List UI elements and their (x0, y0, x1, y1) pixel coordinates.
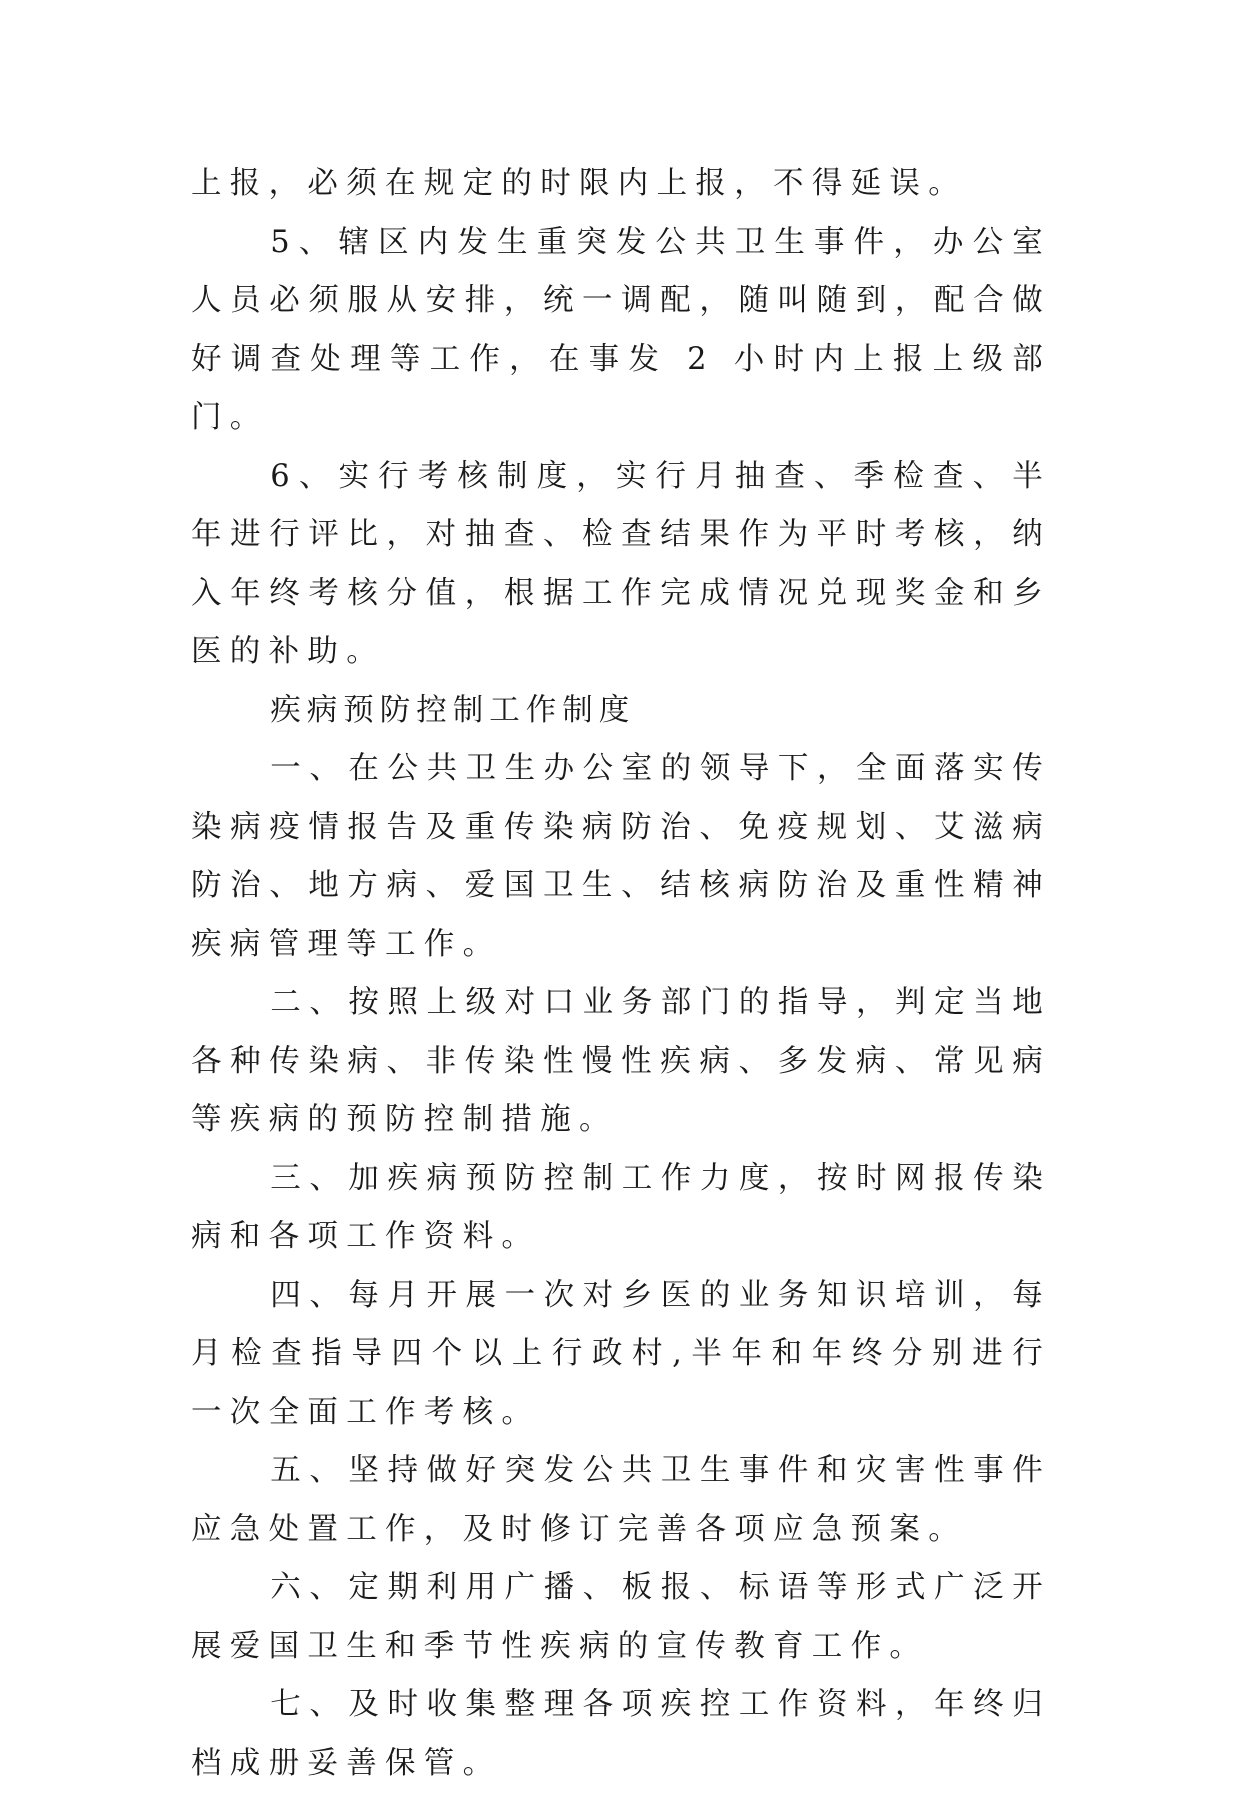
paragraph-item-2: 二、按照上级对口业务部门的指导，判定当地各种传染病、非传染性慢性疾病、多发病、常见病等疾病的预防控制措施。 (191, 985, 1051, 1137)
paragraph-item-3: 三、加疾病预防控制工作力度，按时网报传染病和各项工作资料。 (191, 1160, 1051, 1254)
paragraph-item-5b: 五、坚持做好突发公共卫生事件和灾害性事件应急处置工作，及时修订完善各项应急预案。 (191, 1453, 1051, 1547)
paragraph-item-5: 5、辖区内发生重突发公共卫生事件，办公室人员必须服从安排，统一调配，随叫随到，配合做好调查处理等工作，在事发 2 小时内上报上级部门。 (191, 224, 1051, 435)
paragraph-item-6: 6、实行考核制度，实行月抽查、季检查、半年进行评比，对抽查、检查结果作为平时考核，纳入年终考核分值，根据工作完成情况兑现奖金和乡医的补助。 (191, 458, 1051, 669)
paragraph-continuation: 上报，必须在规定的时限内上报，不得延误。 (191, 166, 967, 201)
document-body (191, 155, 1051, 1793)
paragraph-item-4: 四、每月开展一次对乡医的业务知识培训，每月检查指导四个以上行政村,半年和年终分别进行一次全面工作考核。 (191, 1277, 1051, 1430)
paragraph-item-1: 一、在公共卫生办公室的领导下，全面落实传染病疫情报告及重传染病防治、免疫规划、艾滋病防治、地方病、爱国卫生、结核病防治及重性精神疾病管理等工作。 (191, 751, 1051, 962)
paragraph-item-7: 七、及时收集整理各项疾控工作资料，年终归档成册妥善保管。 (191, 1687, 1051, 1781)
section-heading: 疾病预防控制工作制度 (270, 692, 636, 728)
paragraph-item-6b: 六、定期利用广播、板报、标语等形式广泛开展爱国卫生和季节性疾病的宣传教育工作。 (191, 1570, 1051, 1664)
